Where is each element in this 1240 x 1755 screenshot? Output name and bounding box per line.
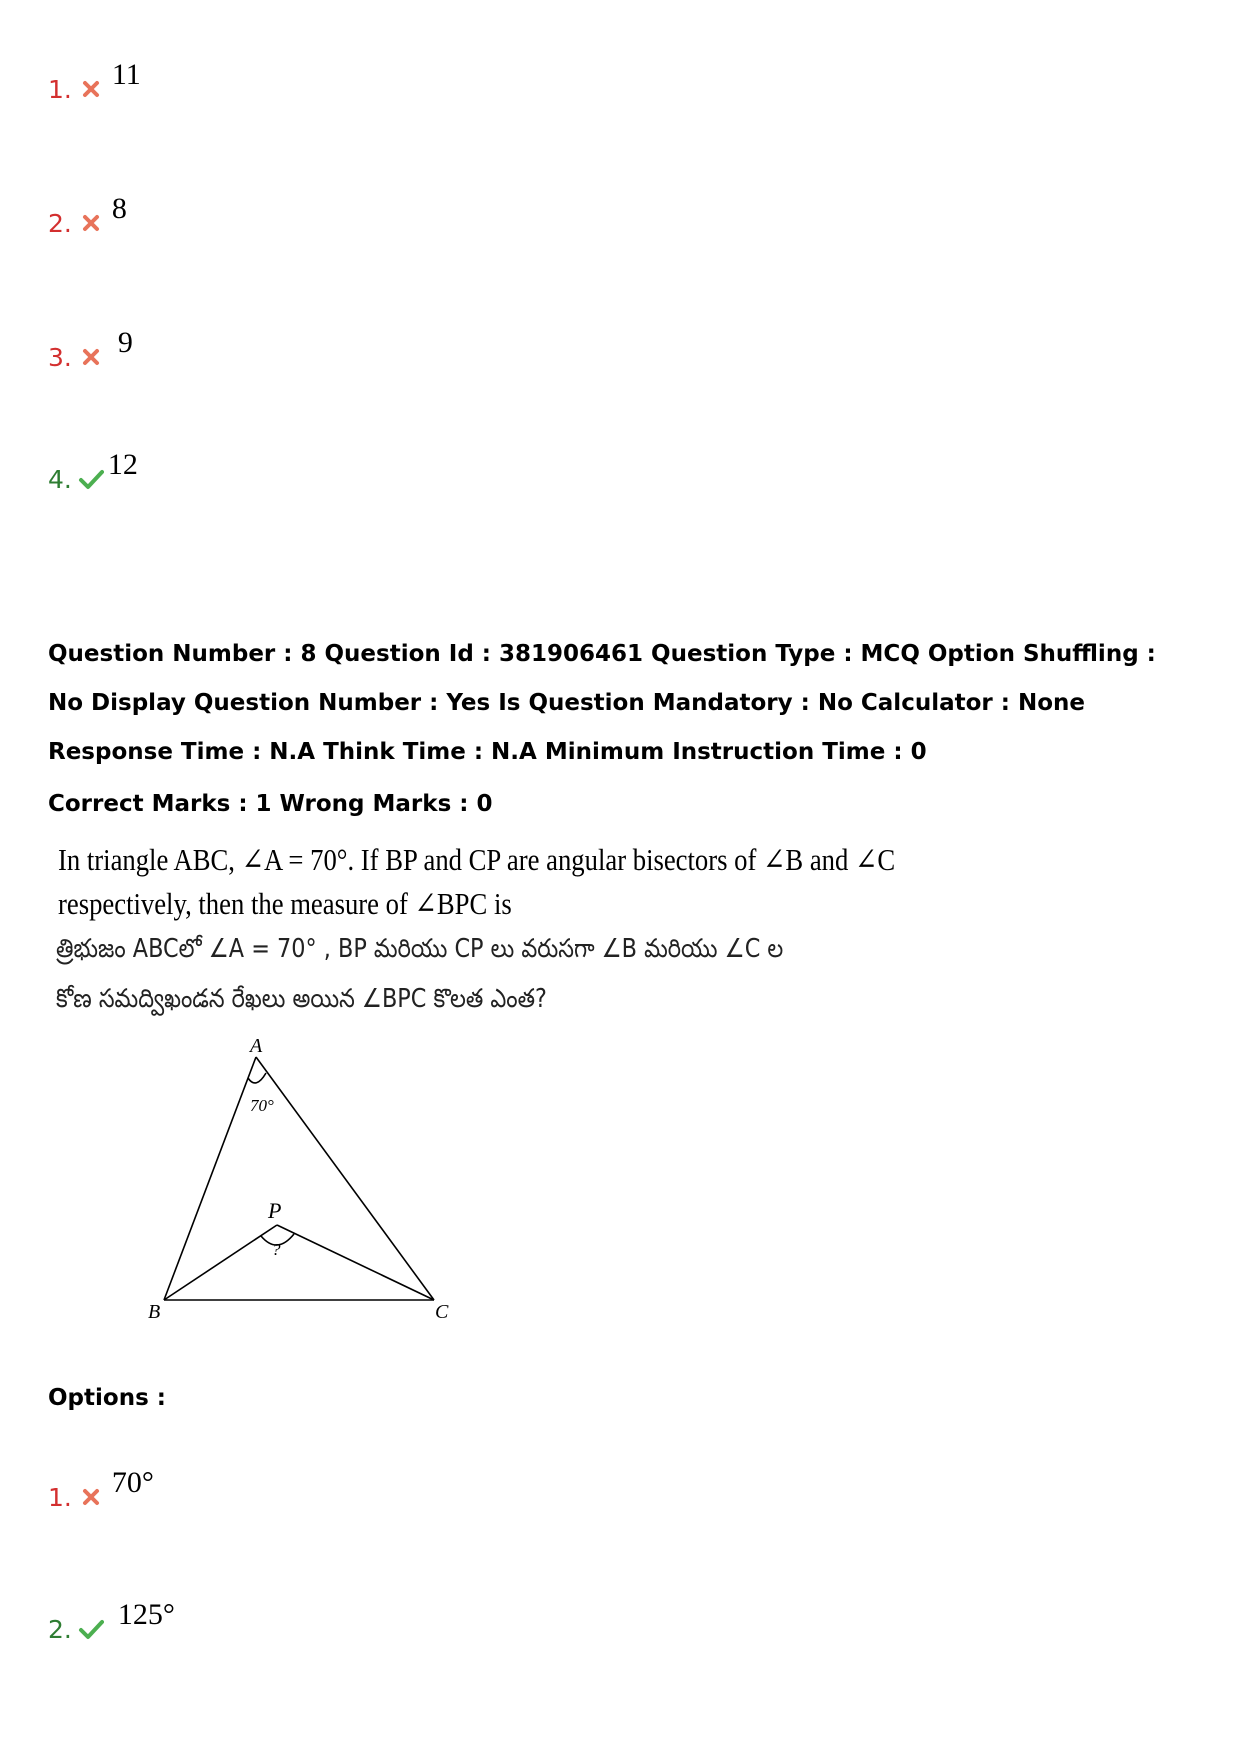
side-ac [256,1057,434,1300]
option-2 [48,1598,175,1644]
option-number: 2. [48,1615,72,1644]
angle-label-a: 70° [250,1096,274,1115]
option-value: 9 [117,326,133,359]
triangle-figure [140,1030,470,1330]
wrong-icon [78,1484,104,1510]
vertex-label-a: A [250,1035,263,1057]
option-value: 11 [111,58,141,91]
check-icon [78,466,104,492]
question-marks: Correct Marks : 1 Wrong Marks : 0 [48,791,493,817]
option-value: 12 [107,448,138,481]
option-value: 125° [117,1598,175,1631]
vertex-label-b: B [148,1301,161,1323]
wrong-icon [78,76,104,102]
bisector-bp [164,1225,277,1300]
vertex-label-c: C [435,1301,449,1323]
question-text-en-1: In triangle ABC, ∠A = 70°. If BP and CP are angular bisectors of ∠B and ∠C [58,842,896,877]
options-label: Options : [48,1385,166,1411]
wrong-icon [78,344,104,370]
question-meta: Question Number : 8 Question Id : 381906461 Question Type : MCQ Option Shuffling : No Display Question Number : Yes Is Question Mandatory : No Calculator : None Response Time : N.A Think Time : N.A Minimum Instruction Time : 0 [48,641,1156,765]
bisector-cp [277,1225,434,1300]
side-ab [164,1057,256,1300]
angle-arc-a [248,1073,266,1083]
prev-option-2 [48,192,127,238]
option-value: 8 [111,192,127,225]
wrong-icon [78,210,104,236]
option-number: 1. [48,1483,72,1512]
option-number: 2. [48,209,72,238]
prev-option-4 [48,448,138,494]
option-value: 70° [111,1466,154,1499]
option-1 [48,1466,154,1512]
option-number: 1. [48,75,72,104]
question-text-en-2: respectively, then the measure of ∠BPC is [58,886,512,921]
prev-option-1 [48,58,141,104]
option-number: 4. [48,465,72,494]
check-icon [78,1616,104,1642]
question-text-te-1: త్రిభుజం ABCలో ∠A = 70° , BP మరియు CP లు వరుసగా ∠B మరియు ∠C ల [56,934,784,964]
vertex-label-p: P [268,1198,282,1223]
angle-label-p: ? [272,1240,281,1259]
option-number: 3. [48,343,72,372]
question-text-te-2: కోణ సమద్విఖండన రేఖలు అయిన ∠BPC కొలత ఎంత? [56,984,547,1014]
prev-option-3 [48,326,133,372]
